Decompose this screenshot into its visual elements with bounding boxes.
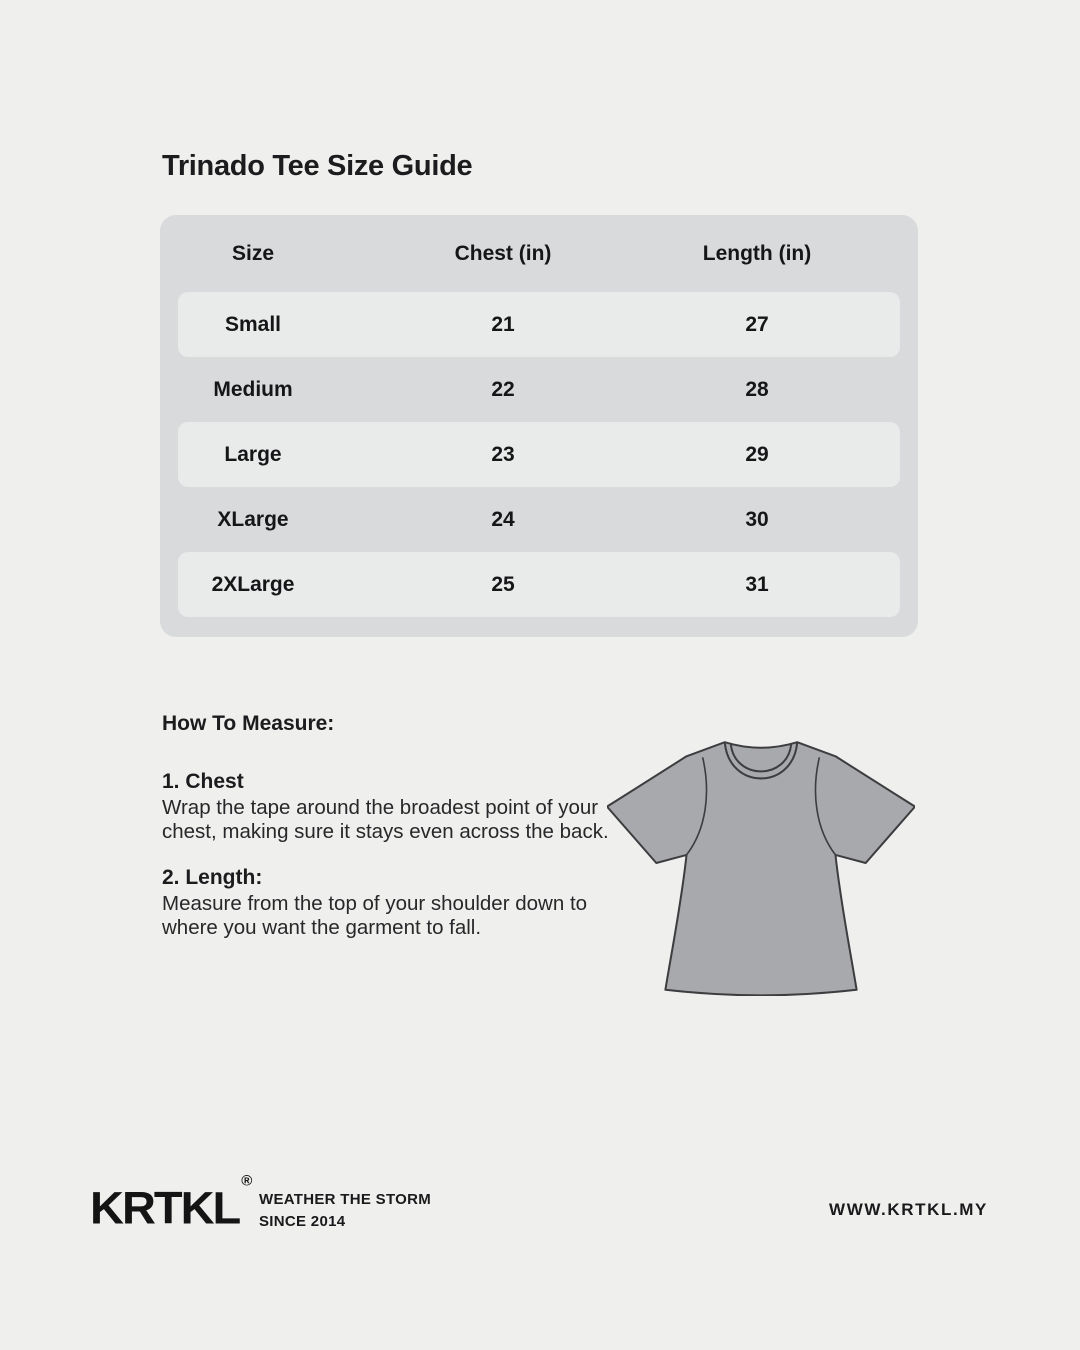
size-table-header-row (160, 215, 918, 292)
measure-step-length (162, 866, 618, 940)
brand-tagline (259, 1189, 431, 1233)
registered-trademark-icon: ® (241, 1173, 253, 1190)
tagline-line2: SINCE 2014 (259, 1213, 346, 1230)
how-to-measure-section (162, 712, 618, 962)
table-row-xlarge (160, 487, 918, 552)
website-url: WWW.KRTKL.MY (829, 1200, 988, 1219)
table-row-medium (160, 357, 918, 422)
tshirt-illustration (607, 736, 915, 996)
tagline-line1: WEATHER THE STORM (259, 1191, 432, 1208)
tshirt-icon (607, 736, 915, 996)
table-row-small (160, 292, 918, 357)
step-label: 1. Chest (162, 770, 244, 793)
cell-chest: 21 (491, 312, 515, 336)
step-text: Wrap the tape around the broadest point of your chest, making sure it stays even across the back. (162, 796, 609, 843)
column-header-chest: Chest (in) (454, 241, 552, 265)
cell-size: Medium (213, 377, 293, 401)
cell-chest: 25 (491, 572, 515, 596)
cell-length: 31 (745, 572, 769, 596)
page-title: Trinado Tee Size Guide (162, 150, 473, 182)
cell-size: XLarge (217, 507, 289, 531)
cell-length: 29 (745, 442, 769, 466)
cell-length: 27 (745, 312, 769, 336)
brand-logo-text: KRTKL (90, 1181, 240, 1234)
table-row-2xlarge (160, 552, 918, 617)
measure-step-chest (162, 770, 618, 844)
cell-size: 2XLarge (211, 572, 295, 596)
cell-length: 30 (745, 507, 769, 531)
size-table (160, 215, 918, 637)
cell-size: Small (224, 312, 282, 336)
cell-chest: 22 (491, 377, 515, 401)
table-row-large (160, 422, 918, 487)
column-header-size: Size (231, 241, 275, 265)
cell-chest: 23 (491, 442, 515, 466)
cell-size: Large (224, 442, 282, 466)
brand-logo (90, 1173, 253, 1234)
step-text: Measure from the top of your shoulder down to where you want the garment to fall. (162, 892, 588, 939)
column-header-length: Length (in) (702, 241, 812, 265)
cell-length: 28 (745, 377, 769, 401)
cell-chest: 24 (491, 507, 515, 531)
how-to-measure-heading: How To Measure: (162, 712, 335, 735)
step-label: 2. Length: (162, 866, 263, 889)
